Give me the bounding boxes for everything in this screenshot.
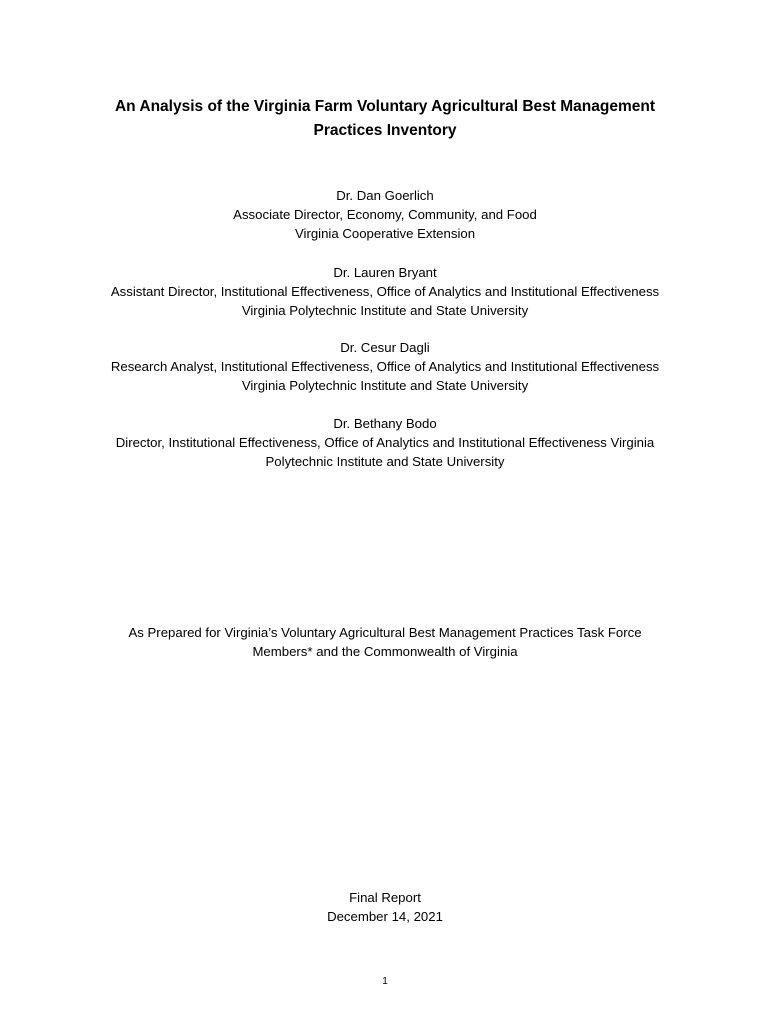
author-affiliation: Virginia Polytechnic Institute and State University [241,378,529,393]
author-block-dagli [40,338,730,395]
title-line-1: An Analysis of the Virginia Farm Voluntary Agricultural Best Management [114,98,656,115]
document-title [60,95,710,143]
author-name: Dr. Lauren Bryant [333,265,437,280]
author-title: Director, Institutional Effectiveness, Office of Analytics and Institutional Effectiveness Virginia [115,435,655,450]
report-status [40,888,730,926]
author-affiliation: Virginia Cooperative Extension [294,226,476,241]
page-number: 1 [382,976,388,987]
prepared-line-2: Members* and the Commonwealth of Virginia [252,644,518,659]
title-line-2: Practices Inventory [313,122,457,139]
prepared-line-1: As Prepared for Virginia’s Voluntary Agricultural Best Management Practices Task Force [128,625,642,640]
author-block-goerlich [40,186,730,243]
author-affiliation: Virginia Polytechnic Institute and State University [241,303,529,318]
report-label: Final Report [349,890,421,905]
prepared-for-statement [40,623,730,661]
report-date: December 14, 2021 [327,909,443,924]
author-title: Assistant Director, Institutional Effectiveness, Office of Analytics and Institutional Effectiveness [110,284,660,299]
author-title: Research Analyst, Institutional Effectiveness, Office of Analytics and Institutional Effectiveness [110,359,660,374]
author-affiliation: Polytechnic Institute and State University [265,454,505,469]
author-name: Dr. Bethany Bodo [333,416,437,431]
author-name: Dr. Cesur Dagli [340,340,430,355]
author-title: Associate Director, Economy, Community, and Food [233,207,537,222]
author-name: Dr. Dan Goerlich [336,188,434,203]
author-block-bryant [40,263,730,320]
author-block-bodo [40,414,730,471]
